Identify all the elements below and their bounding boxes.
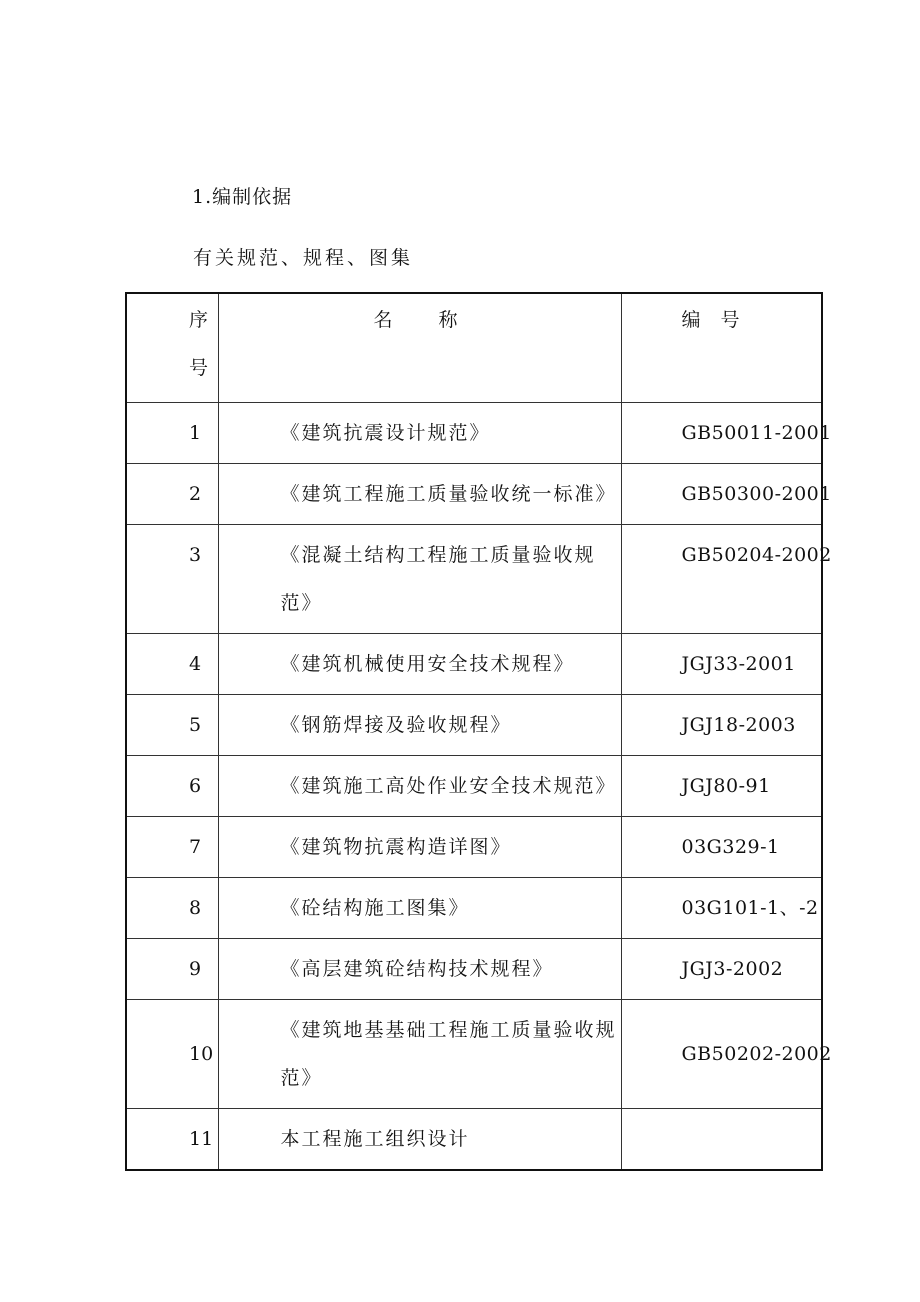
cell-num	[126, 464, 218, 525]
header-code	[621, 293, 822, 403]
cell-num	[126, 403, 218, 464]
cell-name	[218, 525, 621, 634]
cell-num	[126, 1000, 218, 1109]
header-number-line2: 号	[189, 357, 209, 379]
cell-name	[218, 403, 621, 464]
cell-name-text: 《混凝土结构工程施工质量验收规范》	[280, 544, 596, 614]
cell-num-text: 9	[189, 958, 202, 980]
header-name	[218, 293, 621, 403]
cell-num	[126, 695, 218, 756]
table-row	[126, 403, 822, 464]
cell-name-text: 《建筑抗震设计规范》	[280, 422, 491, 444]
cell-name-text: 《高层建筑砼结构技术规程》	[280, 958, 554, 980]
cell-num-text: 6	[189, 775, 202, 797]
cell-code-text: GB50202-2002	[681, 1043, 832, 1065]
header-name-text: 名称	[373, 309, 504, 331]
cell-name-text: 《建筑机械使用安全技术规程》	[280, 653, 575, 675]
cell-num-text: 8	[189, 897, 202, 919]
cell-name-text: 《建筑地基基础工程施工质量验收规范》	[280, 1019, 617, 1089]
cell-num	[126, 1109, 218, 1171]
cell-code	[621, 817, 822, 878]
table-row	[126, 1109, 822, 1171]
cell-num-text: 10	[189, 1043, 214, 1065]
cell-code-text: 03G101-1、-2	[681, 897, 819, 919]
header-number-line1: 序	[189, 309, 209, 331]
cell-num	[126, 878, 218, 939]
cell-code	[621, 878, 822, 939]
cell-name-text: 《建筑工程施工质量验收统一标准》	[280, 483, 617, 505]
cell-name-text: 《钢筋焊接及验收规程》	[280, 714, 512, 736]
cell-code-text: GB50204-2002	[681, 544, 832, 566]
table-body	[126, 403, 832, 1171]
cell-code-text: JGJ18-2003	[681, 714, 796, 736]
cell-num-text: 2	[189, 483, 202, 505]
cell-code-text: GB50011-2001	[681, 422, 832, 444]
cell-name	[218, 878, 621, 939]
section-subheading: 有关规范、规程、图集	[193, 247, 414, 269]
cell-name	[218, 1000, 621, 1109]
cell-name-text: 《砼结构施工图集》	[280, 897, 470, 919]
table-row	[126, 878, 822, 939]
cell-num-text: 7	[189, 836, 202, 858]
cell-name	[218, 464, 621, 525]
cell-name	[218, 756, 621, 817]
cell-code	[621, 403, 832, 464]
cell-name-text: 《建筑施工高处作业安全技术规范》	[280, 775, 617, 797]
cell-num	[126, 817, 218, 878]
cell-code-text: GB50300-2001	[681, 483, 832, 505]
cell-num-text: 3	[189, 544, 202, 566]
table-row	[126, 756, 822, 817]
cell-code-text: JGJ80-91	[681, 775, 771, 797]
cell-name-text: 《建筑物抗震构造详图》	[280, 836, 512, 858]
cell-name	[218, 817, 621, 878]
cell-code	[621, 1109, 822, 1171]
cell-code-text: JGJ33-2001	[681, 653, 796, 675]
table-row	[126, 1000, 822, 1109]
cell-num	[126, 525, 218, 634]
cell-code	[621, 756, 822, 817]
cell-num	[126, 756, 218, 817]
cell-name	[218, 695, 621, 756]
cell-code-text	[682, 1109, 822, 1121]
cell-name	[218, 634, 621, 695]
header-number	[126, 293, 218, 403]
table-row	[126, 695, 822, 756]
cell-num-text: 1	[189, 422, 202, 444]
table-row	[126, 634, 822, 695]
cell-num	[126, 634, 218, 695]
table-header-row	[126, 293, 822, 403]
cell-name	[218, 939, 621, 1000]
cell-name	[218, 1109, 621, 1171]
cell-code	[621, 464, 832, 525]
table-row	[126, 817, 822, 878]
cell-num-text: 4	[189, 653, 202, 675]
cell-code	[621, 525, 832, 634]
table-row	[126, 464, 822, 525]
cell-num-text: 5	[189, 714, 202, 736]
cell-num-text: 11	[189, 1128, 214, 1150]
cell-code	[621, 1000, 832, 1109]
section-heading: 1.编制依据	[192, 186, 293, 208]
table-row	[126, 525, 822, 634]
cell-code	[621, 939, 822, 1000]
standards-table	[125, 292, 832, 1171]
cell-code-text: JGJ3-2002	[681, 958, 784, 980]
cell-num	[126, 939, 218, 1000]
cell-code	[621, 695, 822, 756]
cell-code	[621, 634, 822, 695]
cell-name-text: 本工程施工组织设计	[280, 1128, 470, 1150]
table-row	[126, 939, 822, 1000]
cell-code-text: 03G329-1	[681, 836, 780, 858]
header-code-text: 编号	[681, 309, 760, 331]
